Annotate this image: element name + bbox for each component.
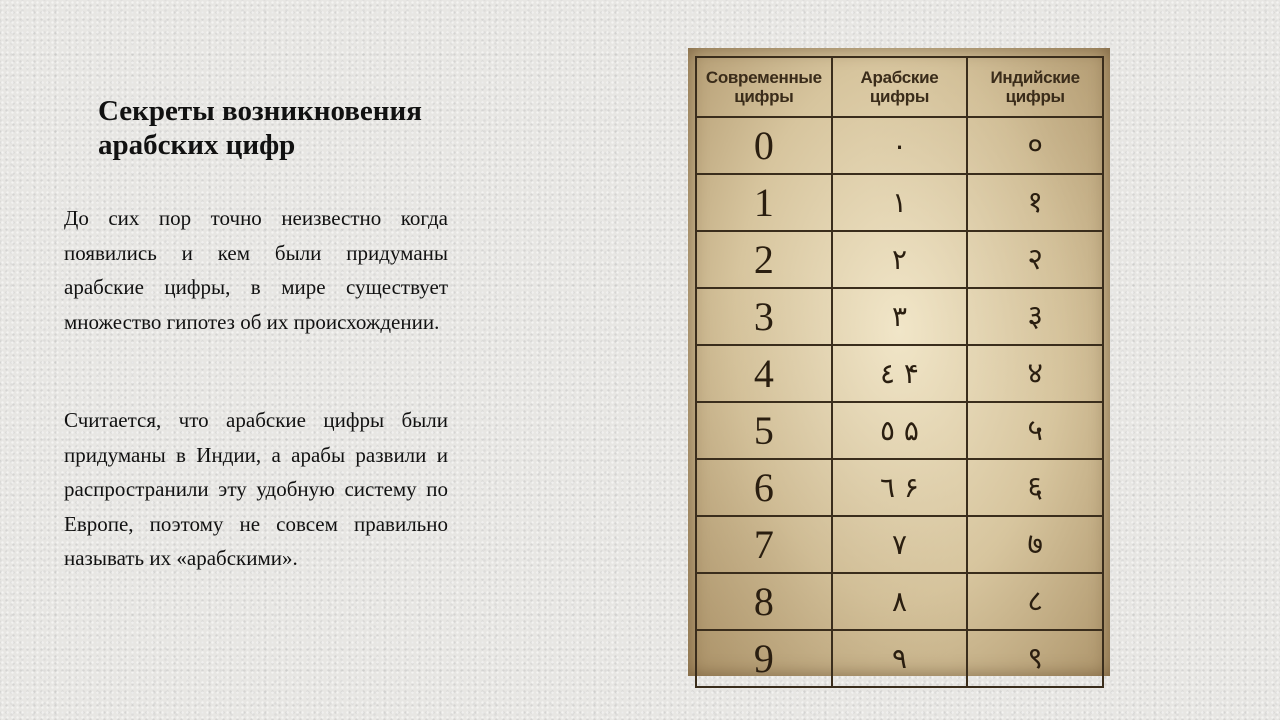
modern-digit: 4 <box>696 345 832 402</box>
numerals-table <box>695 56 1104 688</box>
modern-digit: 0 <box>696 117 832 174</box>
modern-digit: 6 <box>696 459 832 516</box>
table-row <box>696 459 1103 516</box>
table-header-row <box>696 57 1103 117</box>
arabic-digit: ٢ <box>832 231 968 288</box>
arabic-digit: ٩ <box>832 630 968 687</box>
table-row <box>696 573 1103 630</box>
arabic-digit: ٨ <box>832 573 968 630</box>
modern-digit: 1 <box>696 174 832 231</box>
arabic-digit: ٤ ۴ <box>832 345 968 402</box>
indian-digit: ६ <box>967 459 1103 516</box>
indian-digit: ५ <box>967 402 1103 459</box>
indian-digit: १ <box>967 174 1103 231</box>
intro-paragraph: До сих пор точно неизвестно когда появились и кем были придуманы арабские цифры, в мире существует множество гипотез об их происхождении. <box>64 206 448 334</box>
header-arabic: Арабские цифры <box>832 57 968 117</box>
table-row <box>696 288 1103 345</box>
slide-title: Секреты возникновения арабских цифр <box>98 95 422 161</box>
indian-digit: ४ <box>967 345 1103 402</box>
arabic-digit: ٠ <box>832 117 968 174</box>
table-row <box>696 630 1103 687</box>
modern-digit: 2 <box>696 231 832 288</box>
arabic-digit: ٥ ۵ <box>832 402 968 459</box>
origin-paragraph: Считается, что арабские цифры были придуманы в Индии, а арабы развили и распространили эту удобную систему по Европе, поэтому не совсем правильно называть их «арабскими». <box>64 408 448 570</box>
indian-digit: ७ <box>967 516 1103 573</box>
indian-digit: ८ <box>967 573 1103 630</box>
modern-digit: 9 <box>696 630 832 687</box>
table-row <box>696 174 1103 231</box>
table-row <box>696 516 1103 573</box>
indian-digit: २ <box>967 231 1103 288</box>
header-indian: Индийские цифры <box>967 57 1103 117</box>
arabic-digit: ٧ <box>832 516 968 573</box>
indian-digit: ९ <box>967 630 1103 687</box>
table-row <box>696 345 1103 402</box>
table-row <box>696 402 1103 459</box>
numerals-table-image <box>688 48 1110 681</box>
indian-digit: ० <box>967 117 1103 174</box>
arabic-digit: ٣ <box>832 288 968 345</box>
modern-digit: 8 <box>696 573 832 630</box>
arabic-digit: ١ <box>832 174 968 231</box>
header-modern: Современные цифры <box>696 57 832 117</box>
modern-digit: 7 <box>696 516 832 573</box>
table-row <box>696 117 1103 174</box>
table-row <box>696 231 1103 288</box>
modern-digit: 5 <box>696 402 832 459</box>
modern-digit: 3 <box>696 288 832 345</box>
arabic-digit: ٦ ۶ <box>832 459 968 516</box>
indian-digit: ३ <box>967 288 1103 345</box>
